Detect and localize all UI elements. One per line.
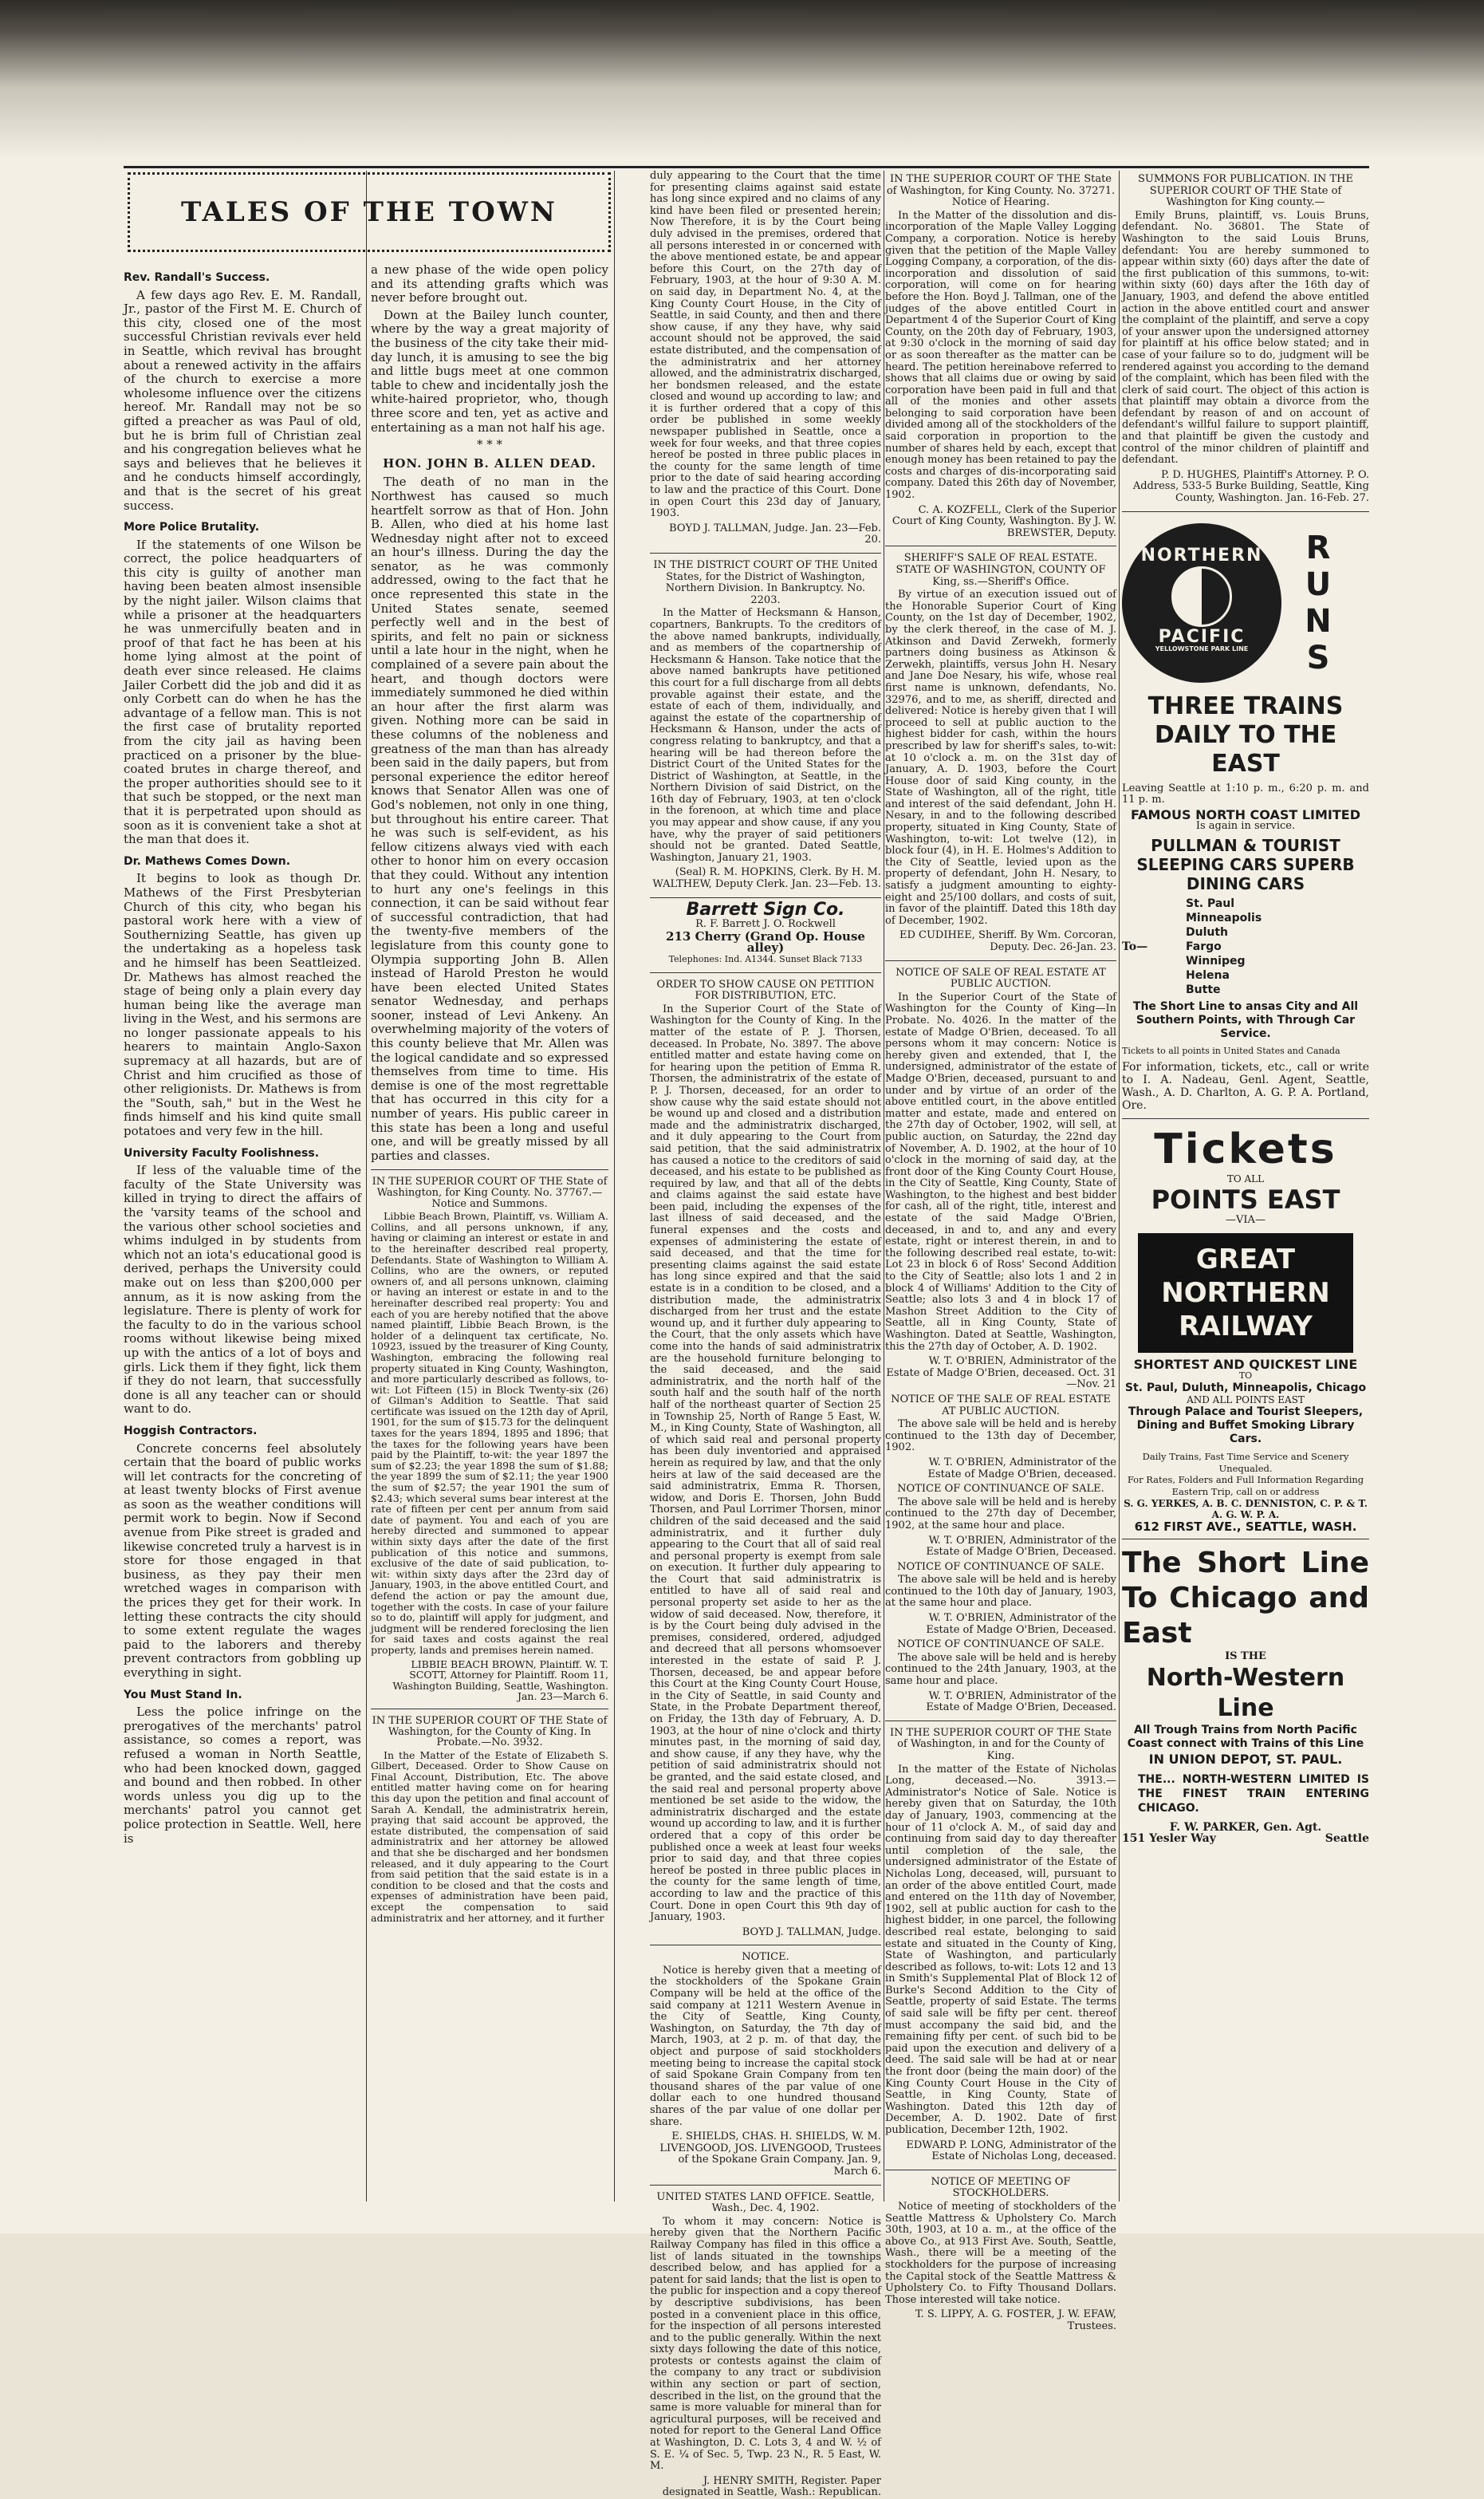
- legal-body: Notice is hereby given that a meeting of the stockholders of the Spokane Grain Company will be held at the office of the said company at 1211 Western Avenue in the City of Seattle, King County, Washington, on Saturday, the 7th day of March, 1903, at 2 p. m. of that day, the object and purpose of said stockholders meeting being to increase the capital stock of said Spokane Grain Company from ten thousand shares of the par value of one dollar each to one hundred thousand shares of the par value of one dollar per share.: [650, 1964, 881, 2128]
- article-paragraph: The death of no man in the Northwest has caused so much heartfelt sorrow as that of Hon. John B. Allen, who died at his home last Wednesday night after not to exceed an hour's illness. During the day the senator, as he was commonly addressed, owing to the fact that he once represented this state in the United States senate, seemed perfectly well and in the best of spirits, and felt no pain or sickness until a late hour in the night, when he complained of a severe pain about the heart, and though doctors were immediately summoned he died within an hour after the first alarm was given. Nothing more can be said in these columns of the nobleness and greatness of the man than has already been said in the daily papers, but from personal experience the editor hereof knows that Senator Allen was one of God's noblemen, not only in one thing, but throughout his entire career. That he was such is self-evident, as his fellow citizens always vied with each other to honor him on every occasion that they could. Without any intention to hurt any one's feelings in this connection, it can be said without fear of successful contradiction, that had the twenty-five members of the legislature from this county gone to Olympia supporting John B. Allen instead of Harold Preston he would have been elected United States senator Wednesday, and perhaps sooner, instead of Levi Ankeny. An overwhelming majority of the voters of this county believe that Mr. Allen was the logical candidate and so expressed themselves from time to time. His demise is one of the most regrettable that has occurred in this city for a number of years. His public career in this state has been a long and useful one, and will be greatly missed by all parties and classes.: [371, 475, 608, 1163]
- city-list: [1186, 897, 1262, 997]
- ad-subhead: IN UNION DEPOT, ST. PAUL.: [1148, 1751, 1343, 1767]
- city-item: Duluth: [1186, 926, 1229, 939]
- legal-signature: BOYD J. TALLMAN, Judge.: [742, 1925, 881, 1938]
- legal-heading: IN THE SUPERIOR COURT OF THE State of Washington, in and for the County of King.: [889, 1726, 1112, 1762]
- article-paragraph: A few days ago Rev. E. M. Randall, Jr., pastor of the First M. E. Church of this city, closed one of the most successful Christian revivals ever held in Seattle, which revival has brought about a renewed activity in the affairs of the church to exercise a more wholesome influence over the citizens hereof. Mr. Randall may not be so gifted a preacher as was Paul of old, but he is brim full of Christian zeal and his congregation believes what he says and believes that he believes it and he conducts himself accordingly, and that is the secret of his great success.: [124, 287, 361, 513]
- ad-text: IS THE: [1225, 1650, 1266, 1663]
- legal-body: In the Matter of the Estate of Elizabeth S. Gilbert, Deceased. Order to Show Cause on Final Account, Distribution, Etc. The above entitled matter having come on for hearing this day upon the petition and final account of Sarah A. Kendall, the administratrix herein, praying that said account be approved, the estate distributed, the compensation of said administratrix and her attorney be allowed and that she be discharged and her bondsmen released, and it duly appearing to the Court from said petition that the said estate is in a condition to be closed and that the costs and expenses of administration have been paid, except the compensation to said administratrix and her attorney, and it further: [371, 1748, 608, 1924]
- legal-body: Notice of meeting of stockholders of the Seattle Mattress & Upholstery Co. March 30th, 1903, at 10 a. m., at the office of the above Co., at 913 First Ave. South, Seattle, Wash., there will be a meeting of the stockholders for the purpose of increasing the Capital stock of the Seattle Mattress & Upholstery Co. to Fifty Thousand Dollars. Those interested will take notice.: [885, 2200, 1116, 2306]
- ad-address: 213 Cherry (Grand Op. House alley): [666, 928, 865, 956]
- ad-text: Is again in service.: [1195, 820, 1296, 833]
- ad-text: —VIA—: [1226, 1214, 1266, 1227]
- legal-body: The above sale will be held and is hereby continued to the 13th day of December, 1902.: [885, 1418, 1116, 1454]
- torn-page-edge: [0, 0, 1484, 160]
- ad-subhead: THE... NORTH-WESTERN LIMITED IS THE FINEST TRAIN ENTERING CHICAGO.: [1138, 1772, 1369, 1815]
- north-western-headline: North-Western Line: [1146, 1663, 1345, 1722]
- northern-pacific-ad: [1122, 518, 1369, 1112]
- article-stand-in: [124, 1689, 361, 1847]
- article-contractors: [124, 1425, 361, 1681]
- legal-signature: P. D. HUGHES, Plaintiff's Attorney. P. O. Address, 533-5 Burke Building, Seattle, King County, Washington. Jan. 16-Feb. 27.: [1132, 468, 1369, 505]
- legal-body: The above sale will be held and is hereby continued to the 24th January, 1903, at the same hour and place.: [885, 1651, 1116, 1688]
- article-paragraph: Concrete concerns feel absolutely certain that the board of public works will let contracts for the concreting of at least twenty blocks of First avenue as soon as the weather conditions will permit work to begin. Now if Second avenue from Pike street is graded and likewise concreted truly a harvest is in store for those engaged in that business, as they pay their men wretched wages in comparison with the prices they get for their work. In letting these contracts the city should to some extent regulate the wages paid to the laborers and thereby prevent contractors from gobbling up everything in sight.: [124, 1441, 361, 1680]
- city-item: Helena: [1186, 969, 1230, 982]
- ad-address: 151 Yesler Way: [1122, 1832, 1216, 1846]
- logo-bottom-text: PACIFIC: [1158, 627, 1246, 648]
- divider: [885, 960, 1116, 961]
- ad-text: AND ALL POINTS EAST: [1187, 1393, 1305, 1405]
- tickets-headline: Tickets: [1154, 1125, 1337, 1173]
- legal-body: In the Superior Court of the State of Washington for the County of King—In Probate. No. 4026. In the matter of the estate of Madge O'Brien, deceased. To all persons whom it may concern: Notice is hereby given and extended, that I, the undersigned, administrator of the estate of Madge O'Brien, deceased, pursuant to and under and by virtue of an order of the above entitled court, in the above entitled matter and estate, made and entered on the 27th day of October, 1902, will sell, at public auction, on Saturday, the 22nd day of November, A. D. 1902, at the hour of 10 o'clock in the morning of said day, at the front door of the King County Court House, in the City of Seattle, King County, State of Washington, to the highest and best bidder for cash, all of the right, title, interest and estate of the said Madge O'Brien, deceased, in and to, and any and every estate, right or interest therein, in and to the following described real estate, to-wit: Lot 23 in block 6 of Ross' Second Addition to the City of Seattle; also lots 1 and 2 in block 4 of Williams' Addition to the City of Seattle; also lots 3 and 4 in block 17 of Mashon Street Addition to the City of Seattle, all in King County, State of Washington. Dated at Seattle, Washington, this the 27th day of October, A. D. 1902.: [885, 991, 1116, 1353]
- ad-text: Leaving Seattle at 1:10 p. m., 6:20 p. m. and 11 p. m.: [1122, 782, 1369, 806]
- city-item: Minneapolis: [1186, 912, 1262, 924]
- legal-heading: IN THE SUPERIOR COURT OF THE State of Washington, for King County. No. 37767.—Notice and Summons.: [372, 1176, 608, 1210]
- article-heading: Hoggish Contractors.: [124, 1424, 258, 1437]
- ad-subhead: The Short Line to ansas City and All Southern Points, with Through Car Service.: [1132, 1000, 1359, 1040]
- legal-body: In the Matter of Hecksmann & Hanson, copartners, Bankrupts. To the creditors of the above named bankrupts, individually, and as members of the copartnership of Hecksmann & Hanson. Take notice that the above named bankrupts have petitioned this court for a full discharge from all debts provable against their estate, and the estate of each of them, individually, and against the estate of the copartnership of Hecksmann & Hanson, under the acts of congress relating to bankruptcy, and that a hearing will be had thereon before the District Court of the United States for the District of Washington, at Seattle, in the Northern Division of said District, on the 16th day of February, 1903, at ten o'clock in the forenoon, at which time and place you may appear and show cause, if any you have, why the prayer of said petitioners should not be granted. Dated Seattle, Washington, January 21, 1903.: [650, 607, 881, 864]
- divider: [650, 2185, 881, 2186]
- ad-text: Daily Trains, Fast Time Service and Scenery Unequaled.: [1142, 1451, 1349, 1474]
- ad-subhead: SHORTEST AND QUICKEST LINE: [1133, 1356, 1358, 1372]
- masthead: [128, 172, 611, 252]
- top-rule: [124, 166, 1369, 168]
- legal-body: Emily Bruns, plaintiff, vs. Louis Bruns, defendant. No. 36801. The State of Washington to the said Louis Bruns, defendant: You are hereby summoned to appear within sixty (60) days after the date of the first publication of this summons, to-wit: within sixty (60) days after the 16th day of January, 1903, and defend the above entitled action in the above entitled court and answer the complaint of the plaintiff, and serve a copy of your answer upon the undersigned attorney for plaintiff at his office below stated; and in case of your failure so to do, judgment will be rendered against you according to the demand of the complaint, which has been filed with the clerk of said court. The object of this action is that plaintiff may obtain a divorce from the defendant by reason of and on account of defendant's willful failure to support plaintiff, and that plaintiff be given the custody and control of the minor children of plaintiff and defendant.: [1122, 209, 1369, 467]
- column-rule: [366, 171, 367, 2201]
- great-northern-ad: [1122, 1125, 1369, 1533]
- article-randall: [124, 271, 361, 513]
- article-heading: HON. JOHN B. ALLEN DEAD.: [383, 455, 596, 471]
- ad-subhead: St. Paul, Duluth, Minneapolis, Chicago: [1124, 1381, 1367, 1394]
- divider: [371, 1169, 608, 1170]
- divider: [1122, 1118, 1369, 1119]
- legal-signature: W. T. O'BRIEN, Administrator of the Estate of Madge O'Brien, deceased. Oct. 31—Nov. 21: [886, 1355, 1116, 1391]
- legal-signature: BOYD J. TALLMAN, Judge. Jan. 23—Feb. 20.: [669, 522, 881, 546]
- legal-body: In the matter of the Estate of Nicholas Long, deceased.—No. 3913.—Administrator's Notice of Sale. Notice is hereby given that on Saturday, the 10th day of January, 1903, commencing at the hour of 11 o'clock A. M., of said day and continuing from said day to day thereafter until completion of the sale, the undersigned administrator of the Estate of Nicholas Long, deceased, will, pursuant to an order of the above entitled Court, made and entered on the 11th day of November, 1902, sell at public auction for cash to the highest bidder, in one parcel, the following described real estate, belonging to said estate and situated in the County of King, State of Washington, and particularly described as follows, to-wit: Lots 12 and 13 in Smith's Supplemental Plat of Block 12 of Burke's Second Addition to the City of Seattle, property of said Estate. The terms of said sale will be fifty per cent. thereof must accompany the said bid, and the remaining fifty per cent. of such bid to be paid upon the execution and delivery of a deed. The said sale will be had at or near the front door (being the main door) of the King County Court House in the City of Seattle, in King County, State of Washington. Dated this 12th day of December, A. D. 1902. Date of first publication, December 12th, 1902.: [885, 1763, 1116, 2136]
- ad-text: Tickets to all points in United States and Canada: [1122, 1046, 1340, 1056]
- legal-heading: NOTICE OF CONTINUANCE OF SALE.: [897, 1560, 1104, 1573]
- legal-notice-summons: [371, 1177, 608, 1923]
- article-heading: University Faculty Foolishness.: [124, 1146, 320, 1160]
- legal-heading: IN THE DISTRICT COURT OF THE United States, for the District of Washington, Northern Division. In Bankruptcy. No. 2203.: [653, 559, 878, 606]
- legal-body: By virtue of an execution issued out of the Honorable Superior Court of King County, on the 1st day of December, 1902, by the clerk thereof, in the case of M. J. Atkinson and David Zerwekh, formerly partners doing business as Atkinson & Zerwekh, plaintiffs, versus John H. Nesary and Jane Doe Nesary, his wife, whose real first name is unknown, defendants, No. 32976, and to me, as sheriff, directed and delivered: Notice is hereby given that I will proceed to sell at public auction to the highest bidder for cash, within the hours prescribed by law for sheriff's sales, to-wit: at 10 o'clock a. m. on the 31st day of January, A. D. 1903, before the Court House door of said King county, in the State of Washington, all of the right, title and interest of the said defendant, John H. Nesary, in and to the following described property, situated in King County, State of Washington, to-wit: Lot twelve (12), in block four (4), in H. E. Holmes's Addition to the City of Seattle, levied upon as the property of defendant, John H. Nesary, to satisfy a judgment amounting to eighty-eight and 25/100 dollars, and costs of suit, in favor of the plaintiff. Dated this 18th day of December, 1902.: [885, 589, 1116, 927]
- ad-city: Seattle: [1325, 1832, 1369, 1846]
- article-police: [124, 521, 361, 847]
- logo-top-text: NORTHERN: [1140, 545, 1263, 566]
- ad-text: TO: [1238, 1370, 1253, 1382]
- ad-subhead: Through Palace and Tourist Sleepers, Dining and Buffet Smoking Library Cars.: [1128, 1405, 1364, 1446]
- legal-body: duly appearing to the Court that the time for presenting claims against said estate has long since expired and no claims of any kind have been filed or presented herein; Now Therefore, it is by the Court being duly advised in the premises, ordered that all persons interested in or concerned with the above mentioned estate, be and appear before this Court, on the 27th day of February, 1903, at the hour of 9:30 A. M. on said day, in Department No. 4, at the King County Court House, in the City of Seattle, in said County, and then and there show cause, if any they have, why said account should not be approved, the said estate distributed, and the compensation of the administratrix and her attorney allowed, and the administratrix discharged, her bondsmen released, and the estate closed and wound up according to law; and it is further ordered that a copy of this order be published in some weekly newspaper published in Seattle, once a week for four weeks, and that three copies hereof be posted in three public places in the county for the same length of time prior to the date of said hearing according to law and the practice of this Court. Done in open Court this 23d day of January, 1903.: [650, 170, 881, 520]
- legal-body: The above sale will be held and is hereby continued to the 10th day of January, 1903, at the same hour and place.: [885, 1574, 1116, 1610]
- city-item: St. Paul: [1186, 897, 1235, 910]
- ad-title: Barrett Sign Co.: [686, 899, 845, 920]
- article-paragraph: If less of the valuable time of the faculty of the State University was killed in trying to direct the affairs of the 'varsity teams of the school and the various other school societies and whims indulged in by students from which not an iota's educational good is derived, perhaps the University could make out on less than $200,000 per annum, as it is now asking from the legislature. There is plenty of work for the faculty to do in the various school rooms without likewise being mixed up with the antics of a lot of boys and girls. Lick them if they fight, lick them if they do not learn, that successfully done is all any teacher can or should want to do.: [124, 1163, 361, 1417]
- legal-signature: E. SHIELDS, CHAS. H. SHIELDS, W. M. LIVENGOOD, JOS. LIVENGOOD, Trustees of the Spokane Grain Company. Jan. 9, March 6.: [659, 2130, 881, 2178]
- divider: [650, 897, 881, 898]
- legal-signature: W. T. O'BRIEN, Administrator of the Estate of Madge O'Brien, Deceased.: [926, 1534, 1116, 1559]
- to-label: To—: [1122, 940, 1148, 953]
- article-paragraph: Down at the Bailey lunch counter, where by the way a great majority of the business of the city take their mid-day lunch, it is amusing to see the big and little bugs meet at one common table to chew and incidentally josh the white-haired proprietor, who, though three score and ten, yet as active and entertaining as a man not half his age.: [371, 307, 608, 435]
- legal-heading: IN THE SUPERIOR COURT OF THE State of Washington, for King County. No. 37271. Notice of Hearing.: [886, 173, 1116, 209]
- legal-heading: SHERIFF'S SALE OF REAL ESTATE. STATE OF WASHINGTON, COUNTY OF King, ss.—Sheriff's Office.: [896, 552, 1106, 588]
- ad-subhead: PULLMAN & TOURIST SLEEPING CARS SUPERB DINING CARS: [1136, 836, 1355, 893]
- legal-body: In the Matter of the dissolution and dis-incorporation of the Maple Valley Logging Company, a corporation. Notice is hereby given that the petition of the Maple Valley Logging Company, a corporation, of the dis-incorporation and dissolution of said corporation, will come on for hearing before the Hon. Boyd J. Tallman, one of the judges of the above entitled Court in Department 4 of the Superior Court of King County, on the 20th day of February, 1903, at 9:30 o'clock in the morning of said day or as soon thereafter as the matter can be heard. The petition hereinabove referred to shows that all claims due or owing by said corporation have been paid in full and that all of the monies and other assets belonging to said corporation have been divided among all of the stockholders of the said corporation in proportion to the number of shares held by each, except that enough money has been retained to pay the costs and charges of dis-incorporating said company. Dated this 26th day of November, 1902.: [885, 209, 1116, 502]
- ad-agent: F. W. PARKER, Gen. Agt.: [1169, 1820, 1322, 1834]
- masthead-title: TALES OF THE TOWN: [181, 196, 557, 228]
- article-paragraph: It begins to look as though Dr. Mathews of the First Presbyterian Church of this city, who began his pastoral work here with a view of Southernizing Seattle, has given up the undertaking as a hopeless task and he himself has been Seattleized. Dr. Mathews has almost reached the stage of being only a plain every day human being like the average man living in the West, and his sermons are no longer passionate appeals to his hearers to maintain Anglo-Saxon supremacy at all hazards, but are of Christ and him crucified as those of other religionists. Dr. Mathews is from the "South, sah," but in the West he finds himself and his kind quite small potatoes and very few in the hill.: [124, 871, 361, 1139]
- legal-signature: W. T. O'BRIEN, Administrator of the Estate of Madge O'Brien, Deceased.: [926, 1689, 1116, 1714]
- article-paragraph: If the statements of one Wilson be correct, the police headquarters of this city is guilty of another man having been beaten almost insensible by the night jailer. Wilson claims that while a prisoner at the headquarters he was unmercifully beaten and in proof of that fact he has been at his home lying almost at the point of death ever since released. He claims Jailer Corbett did the job and did it as only Corbett can do when he has the advantage of a fellow man. This is not the first case of brutality reported from the city jail as having been practiced on a prisoner by the blue-coated brutes in charge thereof, and the proper authorities should see to it that such be stopped, or the next man that it is perpetrated upon should as soon as it is convenient take a shot at the man that does it.: [124, 537, 361, 847]
- points-east-headline: POINTS EAST: [1151, 1184, 1340, 1216]
- runs-text: R U N S: [1305, 529, 1332, 676]
- column-2: [371, 263, 608, 2201]
- divider: [1122, 511, 1369, 512]
- ad-text: For information, tickets, etc., call or write to I. A. Nadeau, Genl. Agent, Seattle, Wash., A. D. Charlton, A. G. P. A. Portland, Ore.: [1122, 1060, 1369, 1112]
- legal-body: To whom it may concern: Notice is hereby given that the Northern Pacific Railway Company has filed in this office a list of lands situated in the townships described below, and has applied for a patent for said lands; that the list is open to the public for inspection and a copy thereof by descriptive subdivisions, has been posted in a convenient place in this office, for the inspection of all persons interested and to the public generally. Within the next sixty days following the date of this notice, protests or contests against the claim of the company to any tract or subdivision within any section or part of section, described in the list, on the ground that the same is more valuable for mineral than for agricultural purposes, will be received and noted for report to the General Land Office at Washington, D. C. Lots 3, 4 and W. ½ of S. E. ¼ of Sec. 5, Twp. 23 N., R. 5 East, W. M.: [650, 2215, 881, 2473]
- city-item: Fargo: [1186, 940, 1222, 953]
- article-heading: Rev. Randall's Success.: [124, 271, 270, 284]
- barrett-sign-ad: [650, 899, 881, 966]
- legal-signature: W. T. O'BRIEN, Administrator of the Estate of Madge O'Brien, deceased.: [927, 1456, 1116, 1480]
- ad-subhead: FAMOUS NORTH COAST LIMITED: [1130, 806, 1360, 822]
- column-3: [650, 170, 881, 2499]
- ad-text: For Rates, Folders and Full Information Regarding Eastern Trip, call on or address: [1127, 1474, 1364, 1497]
- city-item: Winnipeg: [1186, 955, 1246, 968]
- article-heading: More Police Brutality.: [124, 521, 260, 534]
- article-heading: You Must Stand In.: [124, 1688, 242, 1701]
- legal-signature: C. A. KOZFELL, Clerk of the Superior Court of King County, Washington. By J. W. BREWSTER, Deputy.: [892, 503, 1116, 539]
- divider: [650, 553, 881, 554]
- monad-icon: [1171, 566, 1232, 627]
- legal-signature: (Seal) R. M. HOPKINS, Clerk. By H. M. WALTHEW, Deputy Clerk. Jan. 23—Feb. 13.: [652, 866, 881, 891]
- column-5: [1122, 171, 1369, 2201]
- legal-signature: ED CUDIHEE, Sheriff. By Wm. Corcoran, Deputy. Dec. 26-Jan. 23.: [899, 929, 1116, 953]
- short-line-headline: The Short Line To Chicago and East: [1122, 1547, 1369, 1650]
- three-trains-headline: THREE TRAINS DAILY TO THE EAST: [1147, 692, 1344, 778]
- ad-agents: S. G. YERKES, A. B. C. DENNISTON, C. P. & T. A. G. W. P. A.: [1124, 1497, 1368, 1521]
- column-1: [124, 263, 361, 2201]
- legal-heading: NOTICE OF CONTINUANCE OF SALE.: [897, 1483, 1104, 1496]
- legal-heading: NOTICE.: [742, 1951, 789, 1964]
- ad-text: TO ALL: [1226, 1173, 1265, 1184]
- ad-address: 612 FIRST AVE., SEATTLE, WASH.: [1134, 1519, 1357, 1534]
- section-stars: * * *: [476, 437, 503, 452]
- article-paragraph: Less the police infringe on the prerogatives of the merchants' patrol assistance, so comes a report, was refused a woman in North Seattle, who had been knocked down, gagged and bound and then robbed. In other words unless you dig up to the merchants' patrol you cannot get police protection in Seattle. Well, here is: [124, 1705, 361, 1846]
- legal-heading: NOTICE OF THE SALE OF REAL ESTATE AT PUBLIC AUCTION.: [891, 1393, 1111, 1417]
- northern-pacific-logo: [1122, 523, 1281, 683]
- legal-signature: T. S. LIPPY, A. G. FOSTER, J. W. EFAW, Trustees.: [915, 2308, 1116, 2332]
- great-northern-logo: GREAT NORTHERN RAILWAY: [1138, 1233, 1353, 1353]
- column-4: [885, 171, 1116, 2332]
- logo-ring-text: YELLOWSTONE PARK LINE: [1155, 644, 1249, 652]
- legal-signature: W. T. O'BRIEN, Administrator of the Estate of Madge O'Brien, Deceased.: [926, 1612, 1116, 1636]
- legal-signature: LIBBIE BEACH BROWN, Plaintiff. W. T. SCOTT, Attorney for Plaintiff. Room 11, Washington Building, Seattle, Washington. Jan. 23—March 6.: [392, 1657, 608, 1703]
- north-western-ad: [1122, 1546, 1369, 1844]
- legal-heading: UNITED STATES LAND OFFICE. Seattle, Wash., Dec. 4, 1902.: [656, 2190, 875, 2215]
- legal-body: In the Superior Court of the State of Washington for the County of King. In the matter of the estate of P. J. Thorsen, deceased. In Probate, No. 3897. The above entitled matter and estate having come on for hearing upon the petition of Emma R. Thorsen, the administratrix of the estate of P. J. Thorsen, deceased, for an order to show cause why the said estate should not be wound up and closed and a distribution made and the administratrix discharged, and it duly appearing to the Court from said petition, that the said administratrix has caused a notice to the creditors of said deceased, and his estate to be published as required by law, and that all of the debts and claims against the said estate have been paid, including the expenses of the last illness of said deceased, and the funeral expenses and the costs and expenses of administering the estate of said deceased, and that the time for presenting claims against the said estate has long since expired and that the said estate is in a condition to be closed, and a distribution made, the administratrix discharged from her trust and the estate wound up, and it further duly appearing to the Court, that the only assets which have come into the hands of said administratrix are the household furniture belonging to the said deceased, and the said administratrix, and the north half of the south half and the south half of the north half of the northeast quarter of Section 25 in Township 25, North of Range 5 East, W. M., in King County, State of Washington, all of which said real and personal property has been duly inventoried and appraised herein as required by law, and that the only heirs at law of the said deceased are the said administratrix, Emma R. Thorsen, widow, and Doris E. Thorsen, John Budd Thorsen, and Paul Lorrimer Thorsen, minor children of the said deceased and the said administratrix, and it further duly appearing to the Court that all of said real and personal property is exempt from sale on execution. It further duly appearing to the Court that said administratrix is entitled to have all of said real and personal property set aside to her as the widow of said deceased. Now, therefore, it is by the Court being duly advised in the premises, considered, ordered, adjudged and decreed that all persons whomsoever interested in the estate of said P. J. Thorsen, deceased, be and appear before this Court at the King County Court House, in the City of Seattle, in said County and State, in the Probate Department thereof, on Friday, the 13th day of February, A. D. 1903, at the hour of nine o'clock and thirty minutes past, in the morning of said day, and show cause, if any they have, why the petition of said administratrix should not be granted, and the said estate closed, and the said real and personal property above mentioned be set aside to the widow, the administratrix discharged and the estate wound up according to law, and it is further ordered that a copy of this order be published once a week at least four weeks prior to said day, and that three copies hereof be posted in three public places in the county for the same length of time, according to law and the practice of this Court. Done in open Court this 9th day of January, 1903.: [650, 1003, 881, 1924]
- legal-heading: NOTICE OF CONTINUANCE OF SALE.: [897, 1638, 1104, 1651]
- article-university: [124, 1147, 361, 1417]
- legal-heading: NOTICE OF MEETING OF STOCKHOLDERS.: [931, 2175, 1071, 2200]
- legal-heading: ORDER TO SHOW CAUSE ON PETITION FOR DISTRIBUTION, ETC.: [656, 978, 875, 1003]
- column-rule: [614, 171, 615, 2201]
- legal-signature: EDWARD P. LONG, Administrator of the Estate of Nicholas Long, deceased.: [906, 2138, 1116, 2163]
- legal-heading: IN THE SUPERIOR COURT OF THE State of Washington, for the County of King. In Probate.—No. 3932.: [372, 1714, 608, 1749]
- legal-body: Libbie Beach Brown, Plaintiff, vs. William A. Collins, and all persons unknown, if any, having or claiming an interest or estate in and to the hereinafter described real property, Defendants. State of Washington to William A. Collins, who are the owners, or reputed owners of, and all persons unknown, claiming or having an interest or estate in and to the hereinafter described real property: You and each of you are hereby notified that the above named plaintiff, Libbie Beach Brown, is the holder of a delinquent tax certificate, No. 10923, issued by the treasurer of King County, Washington, embracing the following real property situated in King County, Washington, and more particularly described as follows, to-wit: Lot Fifteen (15) in Block Twenty-six (26) of Gilman's Addition to Seattle. That said certificate was issued on the 12th day of April, 1901, for the sum of $15.73 for the delinquent taxes for the years 1894, 1895 and 1896; that the taxes for the following years have been paid by the Plaintiff, to-wit: the year 1897 the sum of $2.23; the year 1898 the sum of $1.88; the year 1899 the sum of $2.11; the year 1900 the sum of $2.57; the year 1901 the sum of $2.43; which several sums bear interest at the rate of fifteen per cent per annum from said date of payment. You and each of you are hereby directed and summoned to appear within sixty days after the date of the first publication of this notice and summons, exclusive of the date of said publication, to-wit: within sixty days after the 23rd day of January, 1903, in the above entitled Court, and defend the action or pay the amount due, together with the costs. In case of your failure so to do, plaintiff will apply for judgment, and judgment will be rendered foreclosing the lien for said taxes and costs against the real property, lands and premises herein named.: [371, 1210, 608, 1656]
- column-rule: [1119, 171, 1120, 2201]
- ad-subhead: All Trough Trains from North Pacific Coast connect with Trains of this Line: [1127, 1723, 1364, 1750]
- legal-signature: J. HENRY SMITH, Register. Paper designated in Seattle, Wash.: Republican.: [662, 2474, 881, 2499]
- article-heading: Dr. Mathews Comes Down.: [124, 854, 291, 868]
- article-mathews: [124, 855, 361, 1139]
- legal-heading: SUMMONS FOR PUBLICATION. IN THE SUPERIOR COURT OF THE State of Washington for King county.—: [1138, 173, 1353, 209]
- divider: [650, 972, 881, 973]
- city-item: Butte: [1186, 983, 1221, 996]
- ad-names: R. F. Barrett J. O. Rockwell: [695, 918, 836, 931]
- legal-body: The above sale will be held and is hereby continued to the 27th day of December, 1902, at the same hour and place.: [885, 1496, 1116, 1531]
- article-paragraph: a new phase of the wide open policy and its attending grafts which was never before brought out.: [371, 262, 608, 305]
- legal-heading: NOTICE OF SALE OF REAL ESTATE AT PUBLIC AUCTION.: [896, 966, 1106, 991]
- ad-phone: Telephones: Ind. A1344. Sunset Black 7133: [668, 954, 863, 964]
